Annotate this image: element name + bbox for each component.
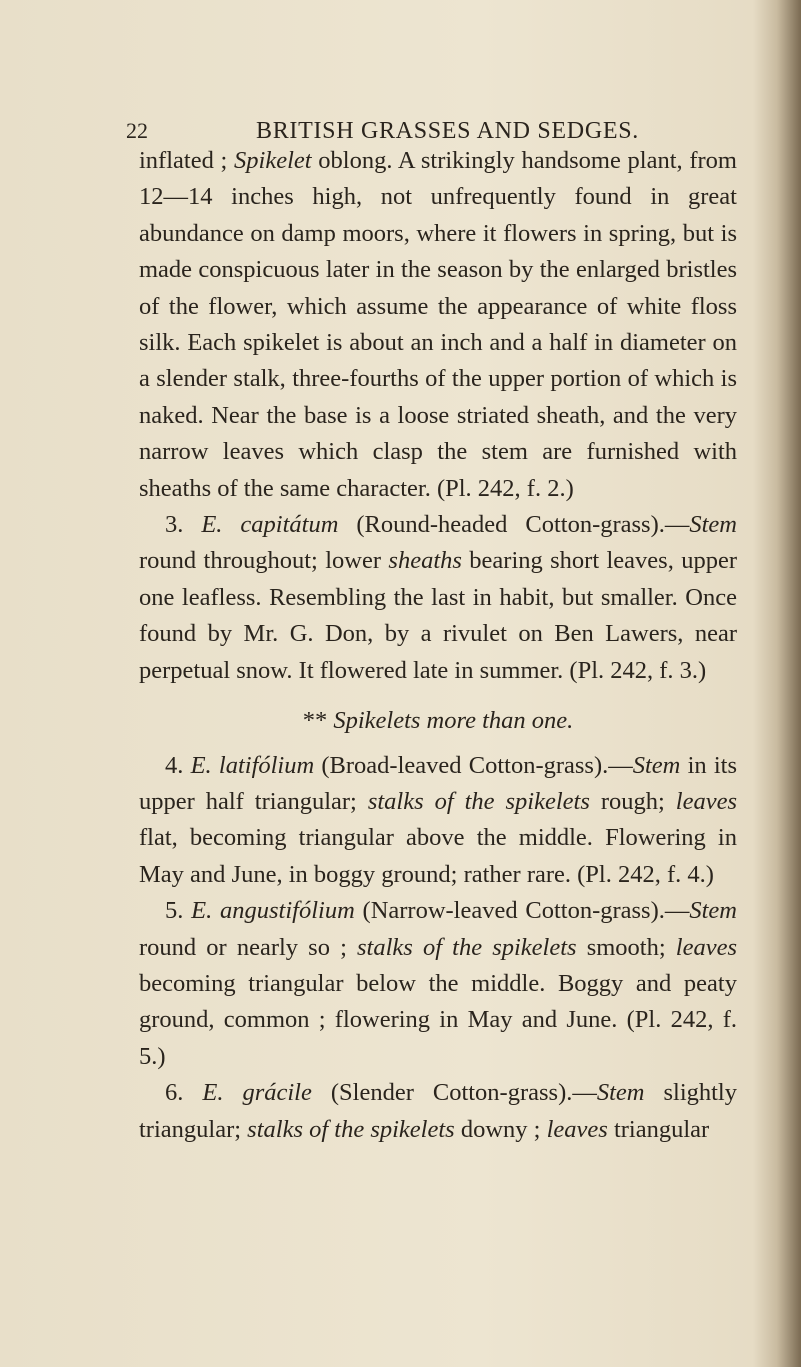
italic-term: stalks of the spikelets: [247, 1115, 455, 1143]
text-run: (Broad-leaved Cotton-grass).—: [314, 751, 633, 779]
species-name: E. grácile: [202, 1079, 312, 1107]
italic-term: Stem: [689, 897, 737, 925]
paragraph-eriophorum-angustifolium: [139, 893, 737, 1075]
italic-term: stalks of the spikelets: [367, 787, 590, 815]
text-run: slightly triangular;: [139, 1079, 737, 1143]
italic-term: Stem: [632, 751, 681, 779]
text-run: becoming triangular below the middle. Boggy and peaty ground, common ; flowering in May and June. (Pl. 242, f. 5.): [139, 969, 737, 1070]
text-run: downy ;: [454, 1115, 547, 1143]
text-run: (Narrow-leaved Cotton-grass).—: [354, 897, 690, 925]
entry-number: 3.: [165, 511, 202, 539]
italic-term: sheaths: [388, 547, 462, 575]
text-run: round or nearly so ;: [139, 933, 358, 961]
text-run: smooth;: [576, 933, 676, 961]
text-run: round throughout; lower: [139, 547, 389, 575]
text-run: rough;: [589, 787, 676, 815]
paragraph-eriophorum-vaginatum-continued: [139, 143, 737, 507]
italic-term: Spikelet: [234, 147, 312, 174]
paragraph-eriophorum-latifolium: [139, 748, 737, 894]
text-run: triangular: [607, 1115, 710, 1143]
species-name: E. angustifólium: [191, 897, 355, 925]
text-run: flat, becoming triangular above the middle. Flowering in May and June, in boggy ground; rather rare. (Pl. 242, f. 4.): [139, 824, 737, 888]
paragraph-eriophorum-gracile: [139, 1075, 737, 1148]
text-run: bearing short leaves, upper one leafless. Resembling the last in habit, but smaller. Once found by Mr. G. Don, by a rivulet on Ben Lawers, near perpetual snow. It flowered late in summer. (Pl. 242, f. 3.): [139, 547, 737, 684]
italic-term: leaves: [675, 933, 737, 961]
italic-term: Stem: [689, 511, 737, 539]
paragraph-eriophorum-capitatum: [139, 507, 737, 689]
subheading-text: Spikelets more than one.: [333, 707, 574, 735]
subheading-stars: **: [302, 707, 334, 735]
text-run: (Slender Cotton-grass).—: [311, 1079, 597, 1107]
section-subheading: [139, 703, 737, 739]
text-run: oblong. A strikingly handsome plant, from 12—14 inches high, not unfrequently found in great abundance on damp moors, where it flowers in spring, but is made conspicuous later in the season by the enlarged bristles of the flower, which assume the appearance of white floss silk. Each spikelet is about an inch and a half in diameter on a slender stalk, three-fourths of the upper portion of which is naked. Near the base is a loose striated sheath, and the very narrow leaves which clasp the stem are furnished with sheaths of the same character. (Pl. 242, f. 2.): [139, 147, 737, 502]
entry-number: 4.: [165, 751, 191, 779]
italic-term: Stem: [596, 1079, 645, 1107]
species-name: E. capitátum: [201, 511, 339, 539]
text-run: (Round-headed Cotton-grass).—: [338, 511, 690, 539]
entry-number: 5.: [165, 897, 192, 925]
entry-number: 6.: [165, 1079, 203, 1107]
body-text: [139, 143, 737, 1148]
italic-term: stalks of the spikelets: [357, 933, 577, 961]
italic-term: leaves: [546, 1115, 608, 1143]
italic-term: leaves: [675, 787, 737, 815]
text-run: in its upper half triangular;: [139, 751, 738, 815]
species-name: E. latifólium: [190, 751, 315, 779]
text-run: inflated ;: [139, 147, 235, 174]
running-title: BRITISH GRASSES AND SEDGES.: [256, 118, 639, 144]
page-number: 22: [126, 118, 148, 143]
